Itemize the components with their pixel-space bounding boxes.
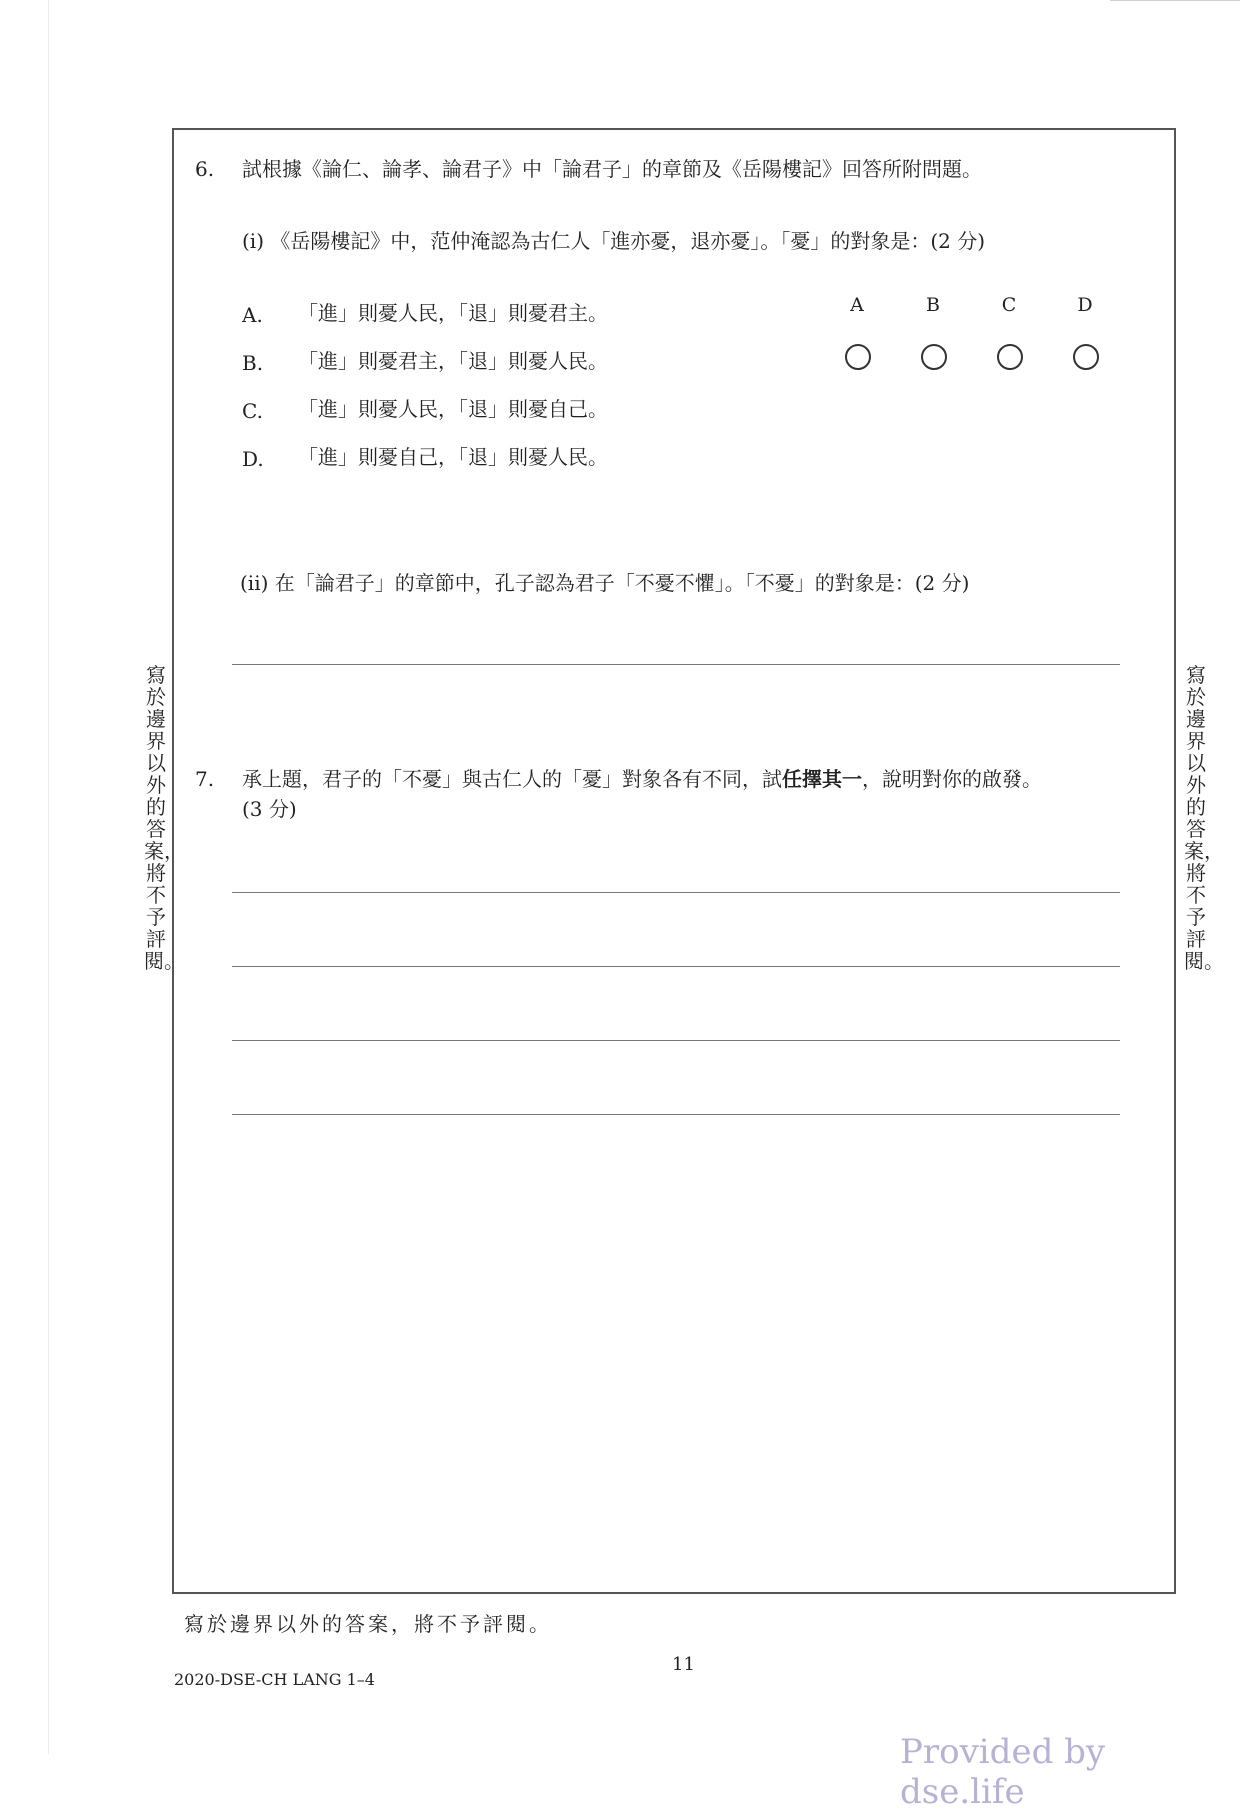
bubble-label-c: C — [1001, 294, 1017, 316]
q6-instruction: 試根據《論仁、論孝、論君子》中「論君子」的章節及《岳陽樓記》回答所附問題。 — [242, 157, 982, 181]
bubble-label-a: A — [850, 294, 864, 316]
q6-part-i-prompt: (i) 《岳陽樓記》中，范仲淹認為古仁人「進亦憂，退亦憂」。「憂」的對象是：(2 分) — [242, 229, 986, 253]
q7-number: 7. — [195, 767, 215, 791]
option-c-letter: C. — [242, 399, 263, 423]
q7-prompt-after: ，說明對你的啟發。 — [862, 767, 1042, 791]
page-edge-line — [48, 0, 49, 1754]
footer-note: 寫於邊界以外的答案，將不予評閱。 — [184, 1612, 552, 1636]
answer-line-q7-1[interactable] — [232, 892, 1120, 893]
watermark: Provided by dse.life — [900, 1732, 1106, 1812]
margin-note-right: 寫於邊界以外的答案，將不予評閱。 — [1184, 663, 1224, 973]
paper-code: 2020-DSE-CH LANG 1–4 — [174, 1670, 375, 1689]
q6-part-ii-prompt: (ii) 在「論君子」的章節中，孔子認為君子「不憂不懼」。「不憂」的對象是：(2 分) — [240, 571, 970, 595]
bubble-label-b: B — [926, 294, 940, 316]
option-b-letter: B. — [242, 351, 264, 375]
option-a-letter: A. — [242, 303, 263, 327]
page-edge-line — [1110, 0, 1240, 1]
answer-line-q6-ii[interactable] — [232, 664, 1120, 665]
answer-bubble-c[interactable] — [997, 344, 1023, 370]
answer-bubble-b[interactable] — [921, 344, 947, 370]
answer-line-q7-3[interactable] — [232, 1040, 1120, 1041]
option-b-text: 「進」則憂君主，「退」則憂人民。 — [298, 349, 608, 373]
option-c-text: 「進」則憂人民，「退」則憂自己。 — [298, 397, 608, 421]
answer-line-q7-4[interactable] — [232, 1114, 1120, 1115]
option-d-letter: D. — [242, 447, 264, 471]
q6-number: 6. — [195, 157, 215, 181]
bubble-label-d: D — [1077, 294, 1093, 316]
q7-prompt — [242, 766, 1042, 792]
margin-note-left: 寫於邊界以外的答案，將不予評閱。 — [144, 663, 184, 973]
answer-bubble-a[interactable] — [845, 344, 871, 370]
answer-bubble-d[interactable] — [1073, 344, 1099, 370]
option-a-text: 「進」則憂人民，「退」則憂君主。 — [298, 301, 608, 325]
option-d-text: 「進」則憂自己，「退」則憂人民。 — [298, 445, 608, 469]
page-number: 11 — [672, 1654, 695, 1675]
answer-line-q7-2[interactable] — [232, 966, 1120, 967]
q7-prompt-before: 承上題，君子的「不憂」與古仁人的「憂」對象各有不同，試 — [242, 767, 782, 791]
q7-prompt-bold: 任擇其一 — [782, 767, 862, 791]
q7-marks: (3 分) — [242, 797, 297, 821]
